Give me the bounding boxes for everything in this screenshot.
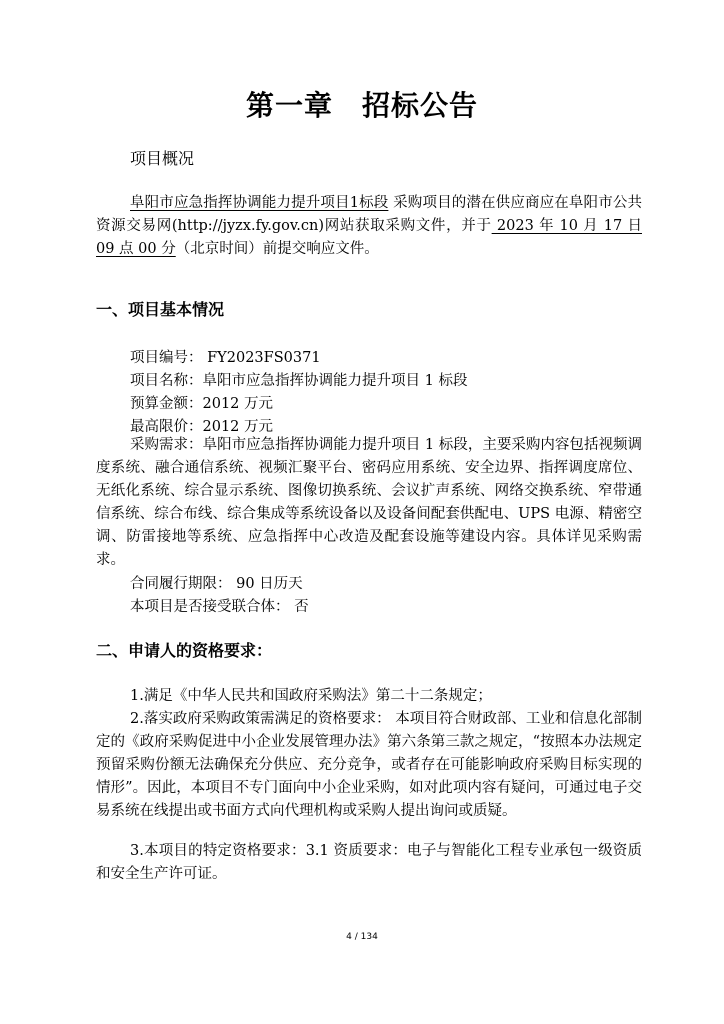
overview-text-a: 采购项目的潜在供应商应在阜阳市公共资源交易网(http://jyzx.fy.gov.cn)网站获取采购文件，并于	[96, 195, 643, 234]
overview-paragraph	[96, 192, 642, 261]
overview-deadline: 2023 年 10 月 17 日 09 点 00 分	[96, 218, 642, 257]
overview-heading: 项目概况	[130, 149, 195, 168]
qualification-item-2: 2.落实政府采购政策需满足的资格要求： 本项目符合财政部、工业和信息化部制定的《政府采购促进中小企业发展管理办法》第六条第三款之规定，“按照本办法规定预留采购份额无法确保充分供应、充分竞争，或者存在可能影响政府采购目标实现的情形”。因此，本项目不专门面向中小企业采购，如对此项内容有疑问，可通过电子交易系统在线提出或书面方式向代理机构或采购人提出询问或质疑。	[96, 711, 642, 819]
consortium-accepted: 本项目是否接受联合体： 否	[130, 599, 309, 615]
project-number: 项目编号： FY2023FS0371	[130, 350, 321, 366]
section2-heading: 二、申请人的资格要求：	[96, 641, 273, 660]
project-name: 项目名称：阜阳市应急指挥协调能力提升项目 1 标段	[130, 373, 468, 389]
chapter-title: 第一章 招标公告	[245, 89, 478, 122]
qualification-item-1: 1.满足《中华人民共和国政府采购法》第二十二条规定；	[130, 688, 492, 704]
overview-text-b: （北京时间）前提交响应文件。	[175, 241, 379, 257]
section1-heading: 一、项目基本情况	[96, 300, 225, 319]
procurement-requirements: 采购需求：阜阳市应急指挥协调能力提升项目 1 标段，主要采购内容包括视频调度系统、融合通信系统、视频汇聚平台、密码应用系统、安全边界、指挥调度席位、无纸化系统、综合显示系统、图像切换系统、会议扩声系统、网络交换系统、窄带通信系统、综合布线、综合集成等系统设备以及设备间配套供配电、UPS 电源、精密空调、防雷接地等系统、应急指挥中心改造及配套设施等建设内容。具体详见采购需求。	[96, 437, 642, 568]
overview-project-name: 阜阳市应急指挥协调能力提升项目1标段	[130, 195, 389, 211]
qualification-item-3: 3.本项目的特定资格要求：3.1 资质要求：电子与智能化工程专业承包一级资质和安全生产许可证。	[96, 843, 642, 882]
contract-period: 合同履行期限： 90 日历天	[130, 576, 303, 592]
budget-amount: 预算金额：2012 万元	[130, 396, 274, 412]
max-price: 最高限价：2012 万元	[130, 419, 274, 435]
page-number: 4 / 134	[346, 932, 378, 942]
